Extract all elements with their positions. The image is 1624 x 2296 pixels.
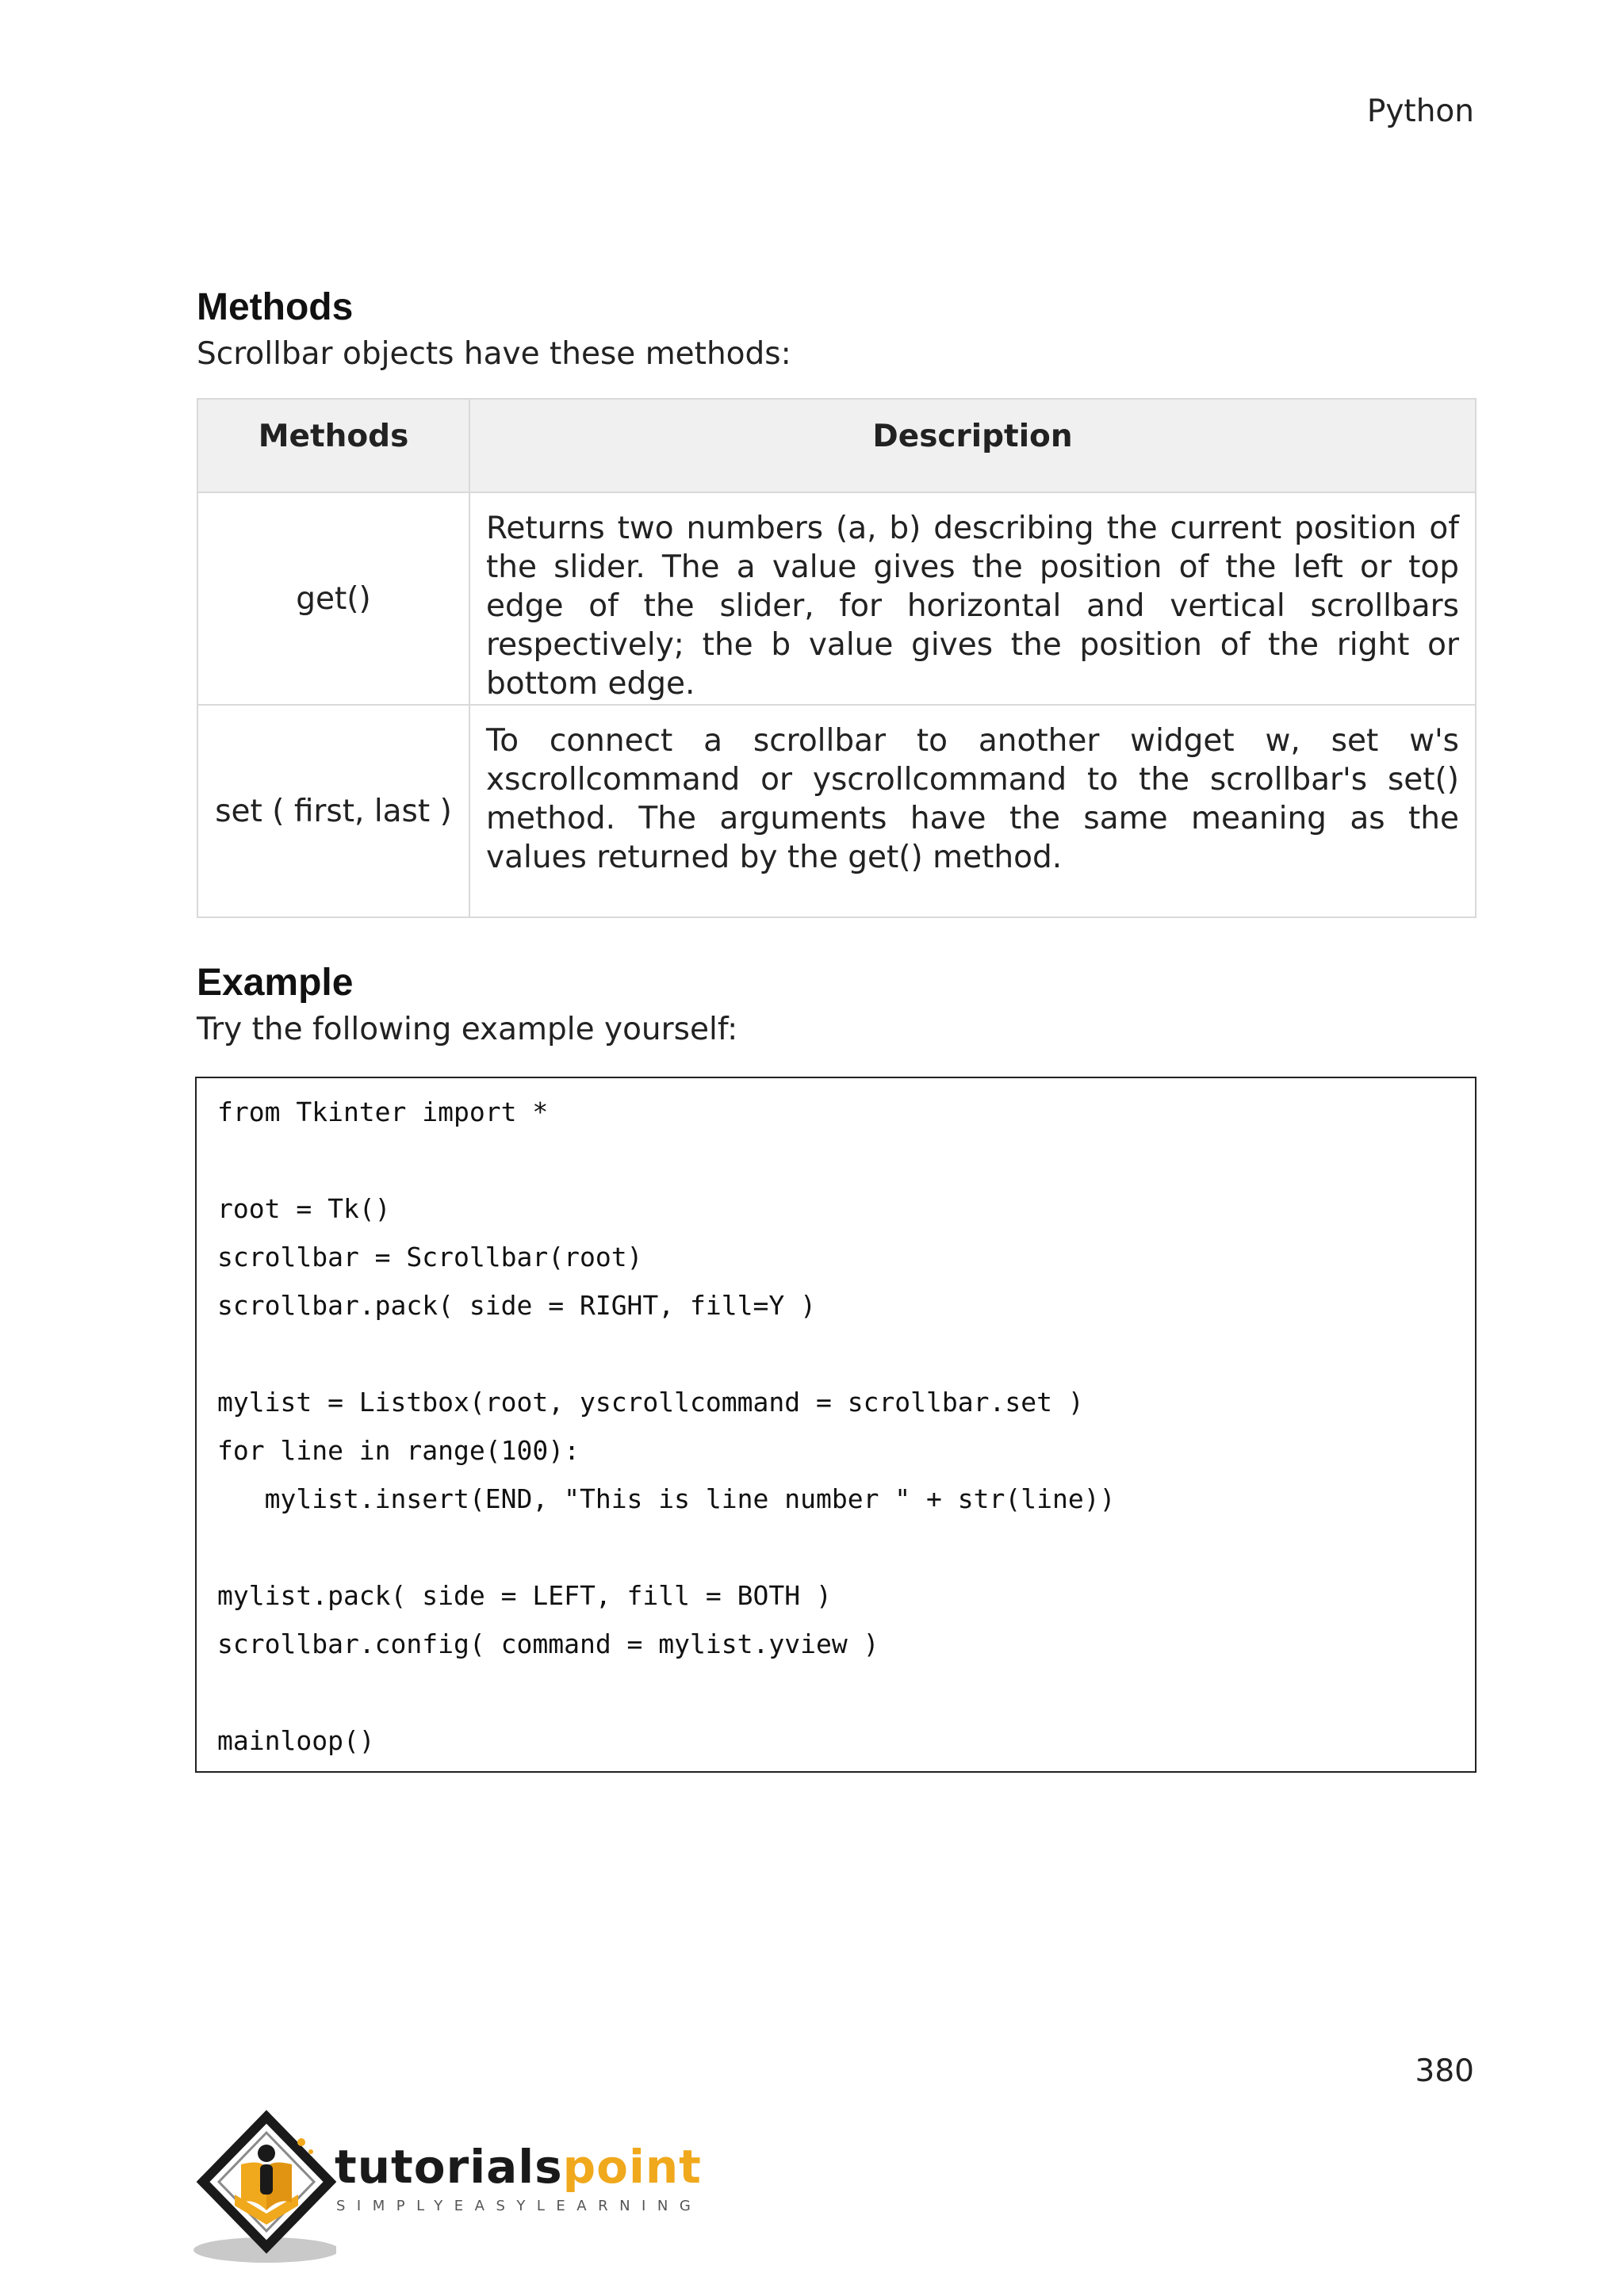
code-line: scrollbar.config( command = mylist.yview ) xyxy=(217,1628,879,1659)
code-block xyxy=(195,1077,1477,1773)
method-name: get() xyxy=(197,492,469,705)
code-line xyxy=(217,1529,1454,1578)
code-line xyxy=(217,1336,1454,1384)
page-header-title: Python xyxy=(1366,94,1474,129)
tutorialspoint-logo-icon xyxy=(193,2109,336,2267)
column-header-description: Description xyxy=(469,399,1476,492)
code-line: mainloop() xyxy=(217,1725,375,1756)
methods-table xyxy=(197,398,1477,918)
example-intro: Try the following example yourself: xyxy=(197,1012,738,1047)
tutorialspoint-logo xyxy=(193,2109,703,2267)
code-line: mylist.pack( side = LEFT, fill = BOTH ) xyxy=(217,1580,832,1611)
code-line: root = Tk() xyxy=(217,1193,391,1224)
logo-tagline: SIMPLYEASYLEARNING xyxy=(336,2198,703,2214)
method-description: Returns two numbers (a, b) describing the current position of the slider. The a value gives the position of the left or top edge of the slider, for horizontal and vertical scrollbars respectively; the b value gives the position of the right or bottom edge. xyxy=(469,492,1476,705)
code-line: scrollbar.pack( side = RIGHT, fill=Y ) xyxy=(217,1290,816,1321)
code-line xyxy=(217,1142,1454,1191)
code-line xyxy=(217,1674,1454,1723)
logo-wordmark xyxy=(335,2140,702,2194)
table-row xyxy=(197,705,1476,917)
code-line: mylist = Listbox(root, yscrollcommand = scrollbar.set ) xyxy=(217,1387,1084,1418)
logo-word-point: point xyxy=(562,2140,702,2194)
methods-heading: Methods xyxy=(197,286,354,328)
table-row xyxy=(197,492,1476,705)
logo-word-tutorials: tutorials xyxy=(335,2140,563,2194)
example-heading: Example xyxy=(197,962,354,1004)
table-header-row xyxy=(197,399,1476,492)
code-line: mylist.insert(END, "This is line number " + str(line)) xyxy=(217,1483,1116,1514)
method-name: set ( first, last ) xyxy=(197,705,469,917)
code-line: from Tkinter import * xyxy=(217,1096,549,1127)
code-line: for line in range(100): xyxy=(217,1435,580,1466)
method-description: To connect a scrollbar to another widget w, set w's xscrollcommand or yscrollcommand to the scrollbar's set() method. The arguments have the same meaning as the values returned by the get() method. xyxy=(469,705,1476,917)
methods-intro: Scrollbar objects have these methods: xyxy=(197,336,791,372)
page-number: 380 xyxy=(1415,2053,1474,2089)
code-line: scrollbar = Scrollbar(root) xyxy=(217,1242,643,1272)
column-header-methods: Methods xyxy=(197,399,469,492)
